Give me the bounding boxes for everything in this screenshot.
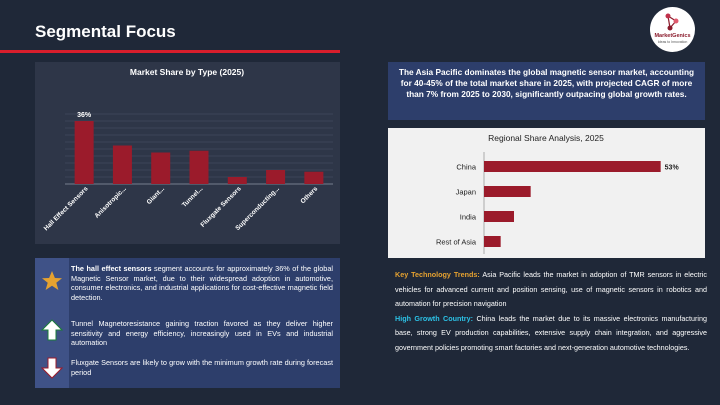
logo-tagline: Ideas to Innovation	[657, 40, 688, 44]
trends-text	[395, 268, 707, 355]
arrow-up-icon	[41, 319, 63, 341]
asia-pacific-insight: The Asia Pacific dominates the global magnetic sensor market, accounting for 40-45% of the total market share in 2025, with projected CAGR of more than 7% from 2025 to 2030, significantly outpacing global growth rates.	[388, 62, 705, 120]
market-share-chart	[35, 62, 340, 244]
bar	[190, 151, 209, 184]
bar	[266, 170, 285, 184]
bar	[113, 146, 132, 185]
title-underline	[0, 50, 340, 53]
category-label: Others	[299, 185, 320, 206]
bar	[484, 161, 661, 172]
chart-title: Market Share by Type (2025)	[129, 67, 245, 77]
bar	[151, 153, 170, 185]
category-label: Giant...	[145, 185, 167, 206]
molecule-icon	[664, 12, 682, 32]
category-label: Superconducting...	[234, 185, 281, 233]
market-share-chart-panel	[35, 62, 340, 244]
data-label: 36%	[77, 112, 92, 119]
bar	[75, 121, 94, 184]
bullet-fluxgate	[71, 358, 333, 377]
category-label: Tunnel...	[180, 185, 205, 209]
category-label: Rest of Asia	[435, 237, 476, 247]
bullet-bold-text: The hall effect sensors	[71, 264, 152, 273]
category-label: Japan	[455, 187, 476, 197]
star-icon	[41, 270, 63, 292]
bar	[304, 172, 323, 184]
bullet-body-text: segment accounts for approximately 36% of the global Magnetic Sensor market, due to their widespread adoption in automotive, consumer electronics, and industrial applications for cost-effective magnetic field detection.	[71, 264, 333, 302]
growth-text: China leads the market due to its massive electronics manufacturing base, strong EV production capabilities, extensive supply chain integration, and aggressive government policies promoting smart factories and next-generation automotive technologies.	[395, 313, 707, 352]
bullet-body-text: Tunnel Magnetoresistance gaining traction favored as they deliver higher sensitivity and energy efficiency, increasingly used in EVs and industrial automation	[71, 319, 333, 348]
bar	[484, 236, 501, 247]
arrow-down-icon	[41, 357, 63, 379]
key-trends-label: Key Technology Trends:	[395, 270, 480, 279]
regional-share-chart-panel	[388, 128, 705, 258]
chart-title: Regional Share Analysis, 2025	[488, 133, 604, 143]
category-label: China	[456, 162, 476, 172]
category-label: India	[459, 212, 476, 222]
logo-name: MarketGenics	[654, 33, 691, 39]
bullet-body-text: Fluxgate Sensors are likely to grow with the minimum growth rate during forecast period	[71, 358, 333, 377]
bar	[228, 177, 247, 184]
bullet-tunnel	[71, 319, 333, 348]
high-growth-country	[395, 312, 707, 356]
bullet-hall-effect	[71, 264, 333, 302]
category-label: Anisotropic...	[93, 185, 128, 220]
data-label: 53%	[664, 164, 679, 172]
page-title: Segmental Focus	[35, 22, 176, 41]
category-label: Fluxgate Sensors	[199, 185, 243, 229]
bar	[484, 186, 531, 197]
key-trends-text: Asia Pacific leads the market in adoption of TMR sensors in electric vehicles for advanced current and position sensing, use of magnetic sensors in robotics and automation for precision navigation	[395, 270, 707, 308]
growth-label: High Growth Country:	[395, 313, 473, 323]
company-logo	[650, 7, 695, 52]
regional-share-chart	[388, 128, 705, 258]
category-label: Hall Effect Sensors	[42, 185, 90, 233]
key-insights-panel	[35, 258, 340, 388]
key-technology-trends	[395, 268, 707, 312]
bar	[484, 211, 514, 222]
